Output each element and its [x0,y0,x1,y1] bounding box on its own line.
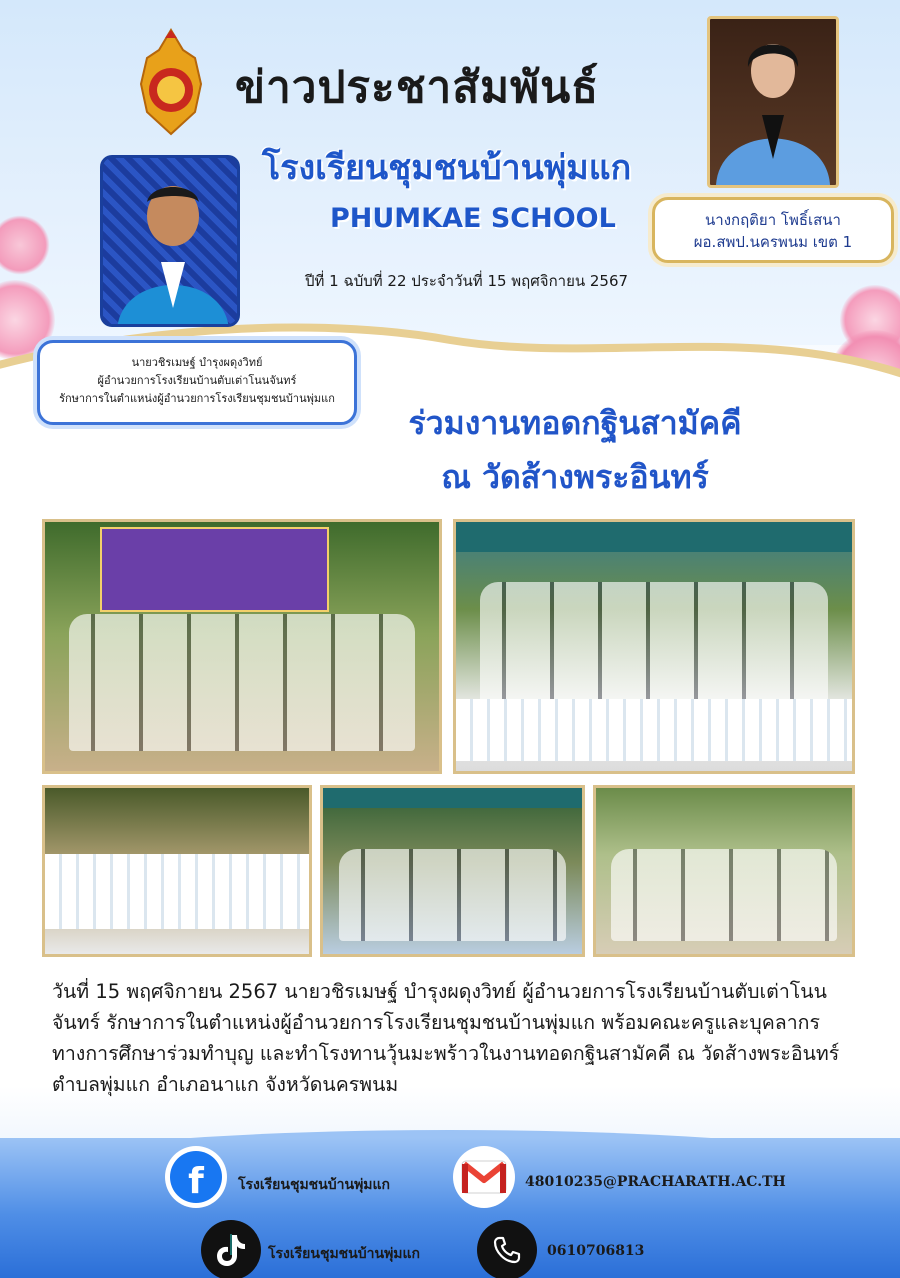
newsletter-title: ข่าวประชาสัมพันธ์ [235,62,600,113]
photo-tent [456,522,852,552]
event-photo-4 [320,785,585,957]
photo-dessert-cups [45,854,309,929]
director-caption [37,340,357,425]
official-name: นางกฤติยา โพธิ์เสนา [705,211,841,229]
director-name: นายวชิรเมษฐ์ บำรุงผดุงวิทย์ [131,356,263,369]
news-body-text: วันที่ 15 พฤศจิกายน 2567 นายวชิรเมษฐ์ บำรุงผดุงวิทย์ ผู้อำนวยการโรงเรียนบ้านตับเต่าโนนจันทร์ รักษาการในตำแหน่งผู้อำนวยการโรงเรียนชุมชนบ้านพุ่มแก พร้อมคณะครูและบุคลากรทางการศึกษาร่วมทำบุญ และทำโรงทานวุ้นมะพร้าวในงานทอดกฐินสามัคคี ณ วัดส้างพระอินทร์ ตำบลพุ่มแก อำเภอนาแก จังหวัดนครพนม [52,980,840,1096]
photo-people [69,614,416,751]
school-name-thai: โรงเรียนชุมชนบ้านพุ่มแก [262,148,632,188]
footer-band [0,1138,900,1278]
event-photo-1 [42,519,442,774]
phone-icon[interactable] [477,1220,537,1278]
gmail-icon[interactable] [453,1146,515,1208]
photo-tent [323,788,582,808]
school-emblem-logo [135,28,207,136]
headline-line-1: ร่วมงานทอดกฐินสามัคคี [408,404,742,442]
facebook-icon[interactable]: f [165,1146,227,1208]
tiktok-icon[interactable] [201,1220,261,1278]
event-photo-5 [593,785,855,957]
event-photo-2 [453,519,855,774]
email-link[interactable]: 48010235@PRACHARATH.AC.TH [525,1174,786,1190]
official-photo [707,16,839,188]
photo-people [611,849,836,940]
official-position: ผอ.สพป.นครพนม เขต 1 [693,233,853,251]
headline-line-2: ณ วัดส้างพระอินทร์ [441,458,709,496]
issue-info: ปีที่ 1 ฉบับที่ 22 ประจำวันที่ 15 พฤศจิกายน 2567 [305,272,629,290]
photo-people [480,582,829,707]
official-portrait-icon [710,19,836,185]
photo-dessert-cups [456,699,852,761]
phone-number[interactable]: 0610706813 [547,1243,645,1259]
facebook-link[interactable]: โรงเรียนชุมชนบ้านพุ่มแก [238,1177,391,1193]
director-photo [100,155,240,327]
director-position: ผู้อำนวยการโรงเรียนบ้านตับเต่าโนนจันทร์ [97,374,297,387]
school-name-english: PHUMKAE SCHOOL [330,203,616,234]
photo-people [339,849,567,940]
event-photo-3 [42,785,312,957]
director-acting-position: รักษาการในตำแหน่งผู้อำนวยการโรงเรียนชุมชนบ้านพุ่มแก [59,392,335,405]
event-banner [100,527,329,612]
official-caption [652,197,894,263]
tiktok-link[interactable]: โรงเรียนชุมชนบ้านพุ่มแก [268,1246,421,1262]
director-portrait-icon [103,158,240,327]
